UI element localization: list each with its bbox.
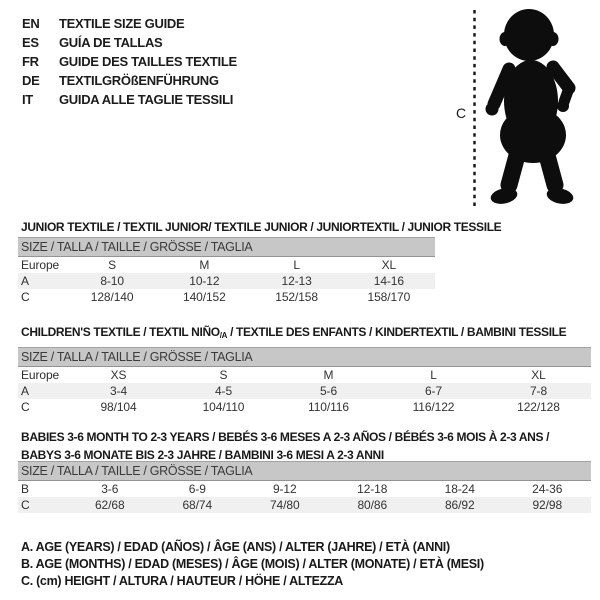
size-cell: 7-8 <box>529 384 548 398</box>
language-row <box>22 71 237 90</box>
junior-section-heading: JUNIOR TEXTILE / TEXTIL JUNIOR/ TEXTILE JUNIOR / JUNIORTEXTIL / JUNIOR TESSILE <box>21 220 502 234</box>
language-title: GUIDE DES TAILLES TEXTILE <box>59 54 237 69</box>
size-cell: 158/170 <box>367 290 411 304</box>
size-cell: 14-16 <box>373 274 404 288</box>
size-cell: L <box>293 258 300 272</box>
size-cell: 62/68 <box>94 498 125 512</box>
size-cell: M <box>199 258 210 272</box>
size-cell: 5-6 <box>319 384 338 398</box>
row-label: C <box>21 400 30 414</box>
size-figure <box>455 8 600 208</box>
size-cell: S <box>219 368 228 382</box>
size-cell: 4-5 <box>214 384 233 398</box>
size-table-header: SIZE / TALLA / TAILLE / GRÖSSE / TAGLIA <box>18 348 591 367</box>
table-row <box>18 497 591 513</box>
babies-heading-line2: BABYS 3-6 MONATE BIS 2-3 JAHRE / BAMBINI 3-6 MESI A 2-3 ANNI <box>21 448 384 462</box>
size-cell: L <box>430 368 437 382</box>
language-title: GUÍA DE TALLAS <box>59 35 163 50</box>
size-cell: S <box>108 258 117 272</box>
size-cell: 3-6 <box>101 482 119 496</box>
size-cell: 68/74 <box>182 498 213 512</box>
children-section-heading <box>21 325 566 343</box>
children-heading-subscript: /A <box>219 331 228 340</box>
table-row <box>18 367 591 384</box>
language-code: ES <box>22 35 39 50</box>
language-title: GUIDA ALLE TAGLIE TESSILI <box>59 92 234 107</box>
table-row <box>18 273 435 289</box>
babies-size-table <box>18 461 591 513</box>
size-cell: 18-24 <box>444 482 475 496</box>
row-label: B <box>21 482 29 496</box>
children-heading-post: / TEXTILE DES ENFANTS / KINDERTEXTIL / BAMBINI TESSILE <box>227 325 567 339</box>
size-cell: 110/116 <box>308 400 349 414</box>
row-label: C <box>21 290 30 304</box>
footnote-b: B. AGE (MONTHS) / EDAD (MESES) / ÂGE (MOIS) / ALTER (MONATE) / ETÀ (MESI) <box>21 557 484 572</box>
baby-silhouette <box>486 9 575 206</box>
size-table-header: SIZE / TALLA / TAILLE / GRÖSSE / TAGLIA <box>18 462 591 481</box>
size-cell: 122/128 <box>517 400 560 414</box>
size-cell: 74/80 <box>269 498 300 512</box>
babies-section-heading <box>21 428 549 464</box>
size-cell: 6-9 <box>188 482 206 496</box>
size-cell: 92/98 <box>532 498 563 512</box>
junior-size-table <box>18 237 435 305</box>
size-cell: 86/92 <box>444 498 475 512</box>
children-heading-pre: CHILDREN'S TEXTILE / TEXTIL NIÑO <box>21 325 220 339</box>
height-measure-label: C <box>456 105 467 121</box>
table-row <box>18 289 435 305</box>
size-cell: 104/110 <box>202 400 245 414</box>
language-title: TEXTILE SIZE GUIDE <box>59 16 185 31</box>
size-cell: 3-4 <box>109 384 128 398</box>
size-cell: 80/86 <box>357 498 388 512</box>
children-size-table <box>18 347 591 415</box>
size-cell: 6-7 <box>424 384 443 398</box>
size-cell: XL <box>531 368 546 382</box>
language-row <box>22 33 237 52</box>
size-cell: M <box>323 368 334 382</box>
babies-heading-line1: BABIES 3-6 MONTH TO 2-3 YEARS / BEBÉS 3-6 MESES A 2-3 AÑOS / BÉBÉS 3-6 MOIS À 2-3 ANS / <box>21 430 550 444</box>
row-label: Europe <box>21 368 60 382</box>
language-code: IT <box>22 92 33 107</box>
size-cell: 152/158 <box>275 290 318 304</box>
footnote-c: C. (cm) HEIGHT / ALTURA / HAUTEUR / HÖHE / ALTEZZA <box>21 574 344 589</box>
table-row <box>18 257 435 274</box>
language-row <box>22 14 237 33</box>
row-label: A <box>21 384 29 398</box>
language-title: TEXTILGRÖßENFÜHRUNG <box>59 73 219 88</box>
size-cell: 116/122 <box>412 400 455 414</box>
size-cell: 9-12 <box>272 482 297 496</box>
size-cell: 24-36 <box>532 482 563 496</box>
size-table-header: SIZE / TALLA / TAILLE / GRÖSSE / TAGLIA <box>18 238 435 257</box>
footnote-a: A. AGE (YEARS) / EDAD (AÑOS) / ÂGE (ANS) / ALTER (JAHRE) / ETÀ (ANNI) <box>21 540 450 554</box>
table-row <box>18 383 591 399</box>
language-code: FR <box>22 54 39 69</box>
size-cell: 98/104 <box>100 400 137 414</box>
row-label: A <box>21 274 29 288</box>
language-row <box>22 90 237 109</box>
size-cell: 140/152 <box>183 290 226 304</box>
language-row <box>22 52 237 71</box>
row-label: C <box>21 498 30 512</box>
size-cell: XL <box>381 258 397 272</box>
size-cell: XS <box>110 368 127 382</box>
row-label: Europe <box>21 258 60 272</box>
table-row <box>18 399 591 415</box>
size-cell: 8-10 <box>100 274 124 288</box>
size-cell: 12-13 <box>281 274 312 288</box>
size-cell: 12-18 <box>357 482 388 496</box>
size-cell: 10-12 <box>189 274 220 288</box>
table-row <box>18 481 591 498</box>
language-title-list <box>22 14 237 109</box>
footnotes <box>21 539 484 591</box>
size-cell: 128/140 <box>90 290 134 304</box>
language-code: DE <box>22 73 40 88</box>
language-code: EN <box>22 16 40 31</box>
